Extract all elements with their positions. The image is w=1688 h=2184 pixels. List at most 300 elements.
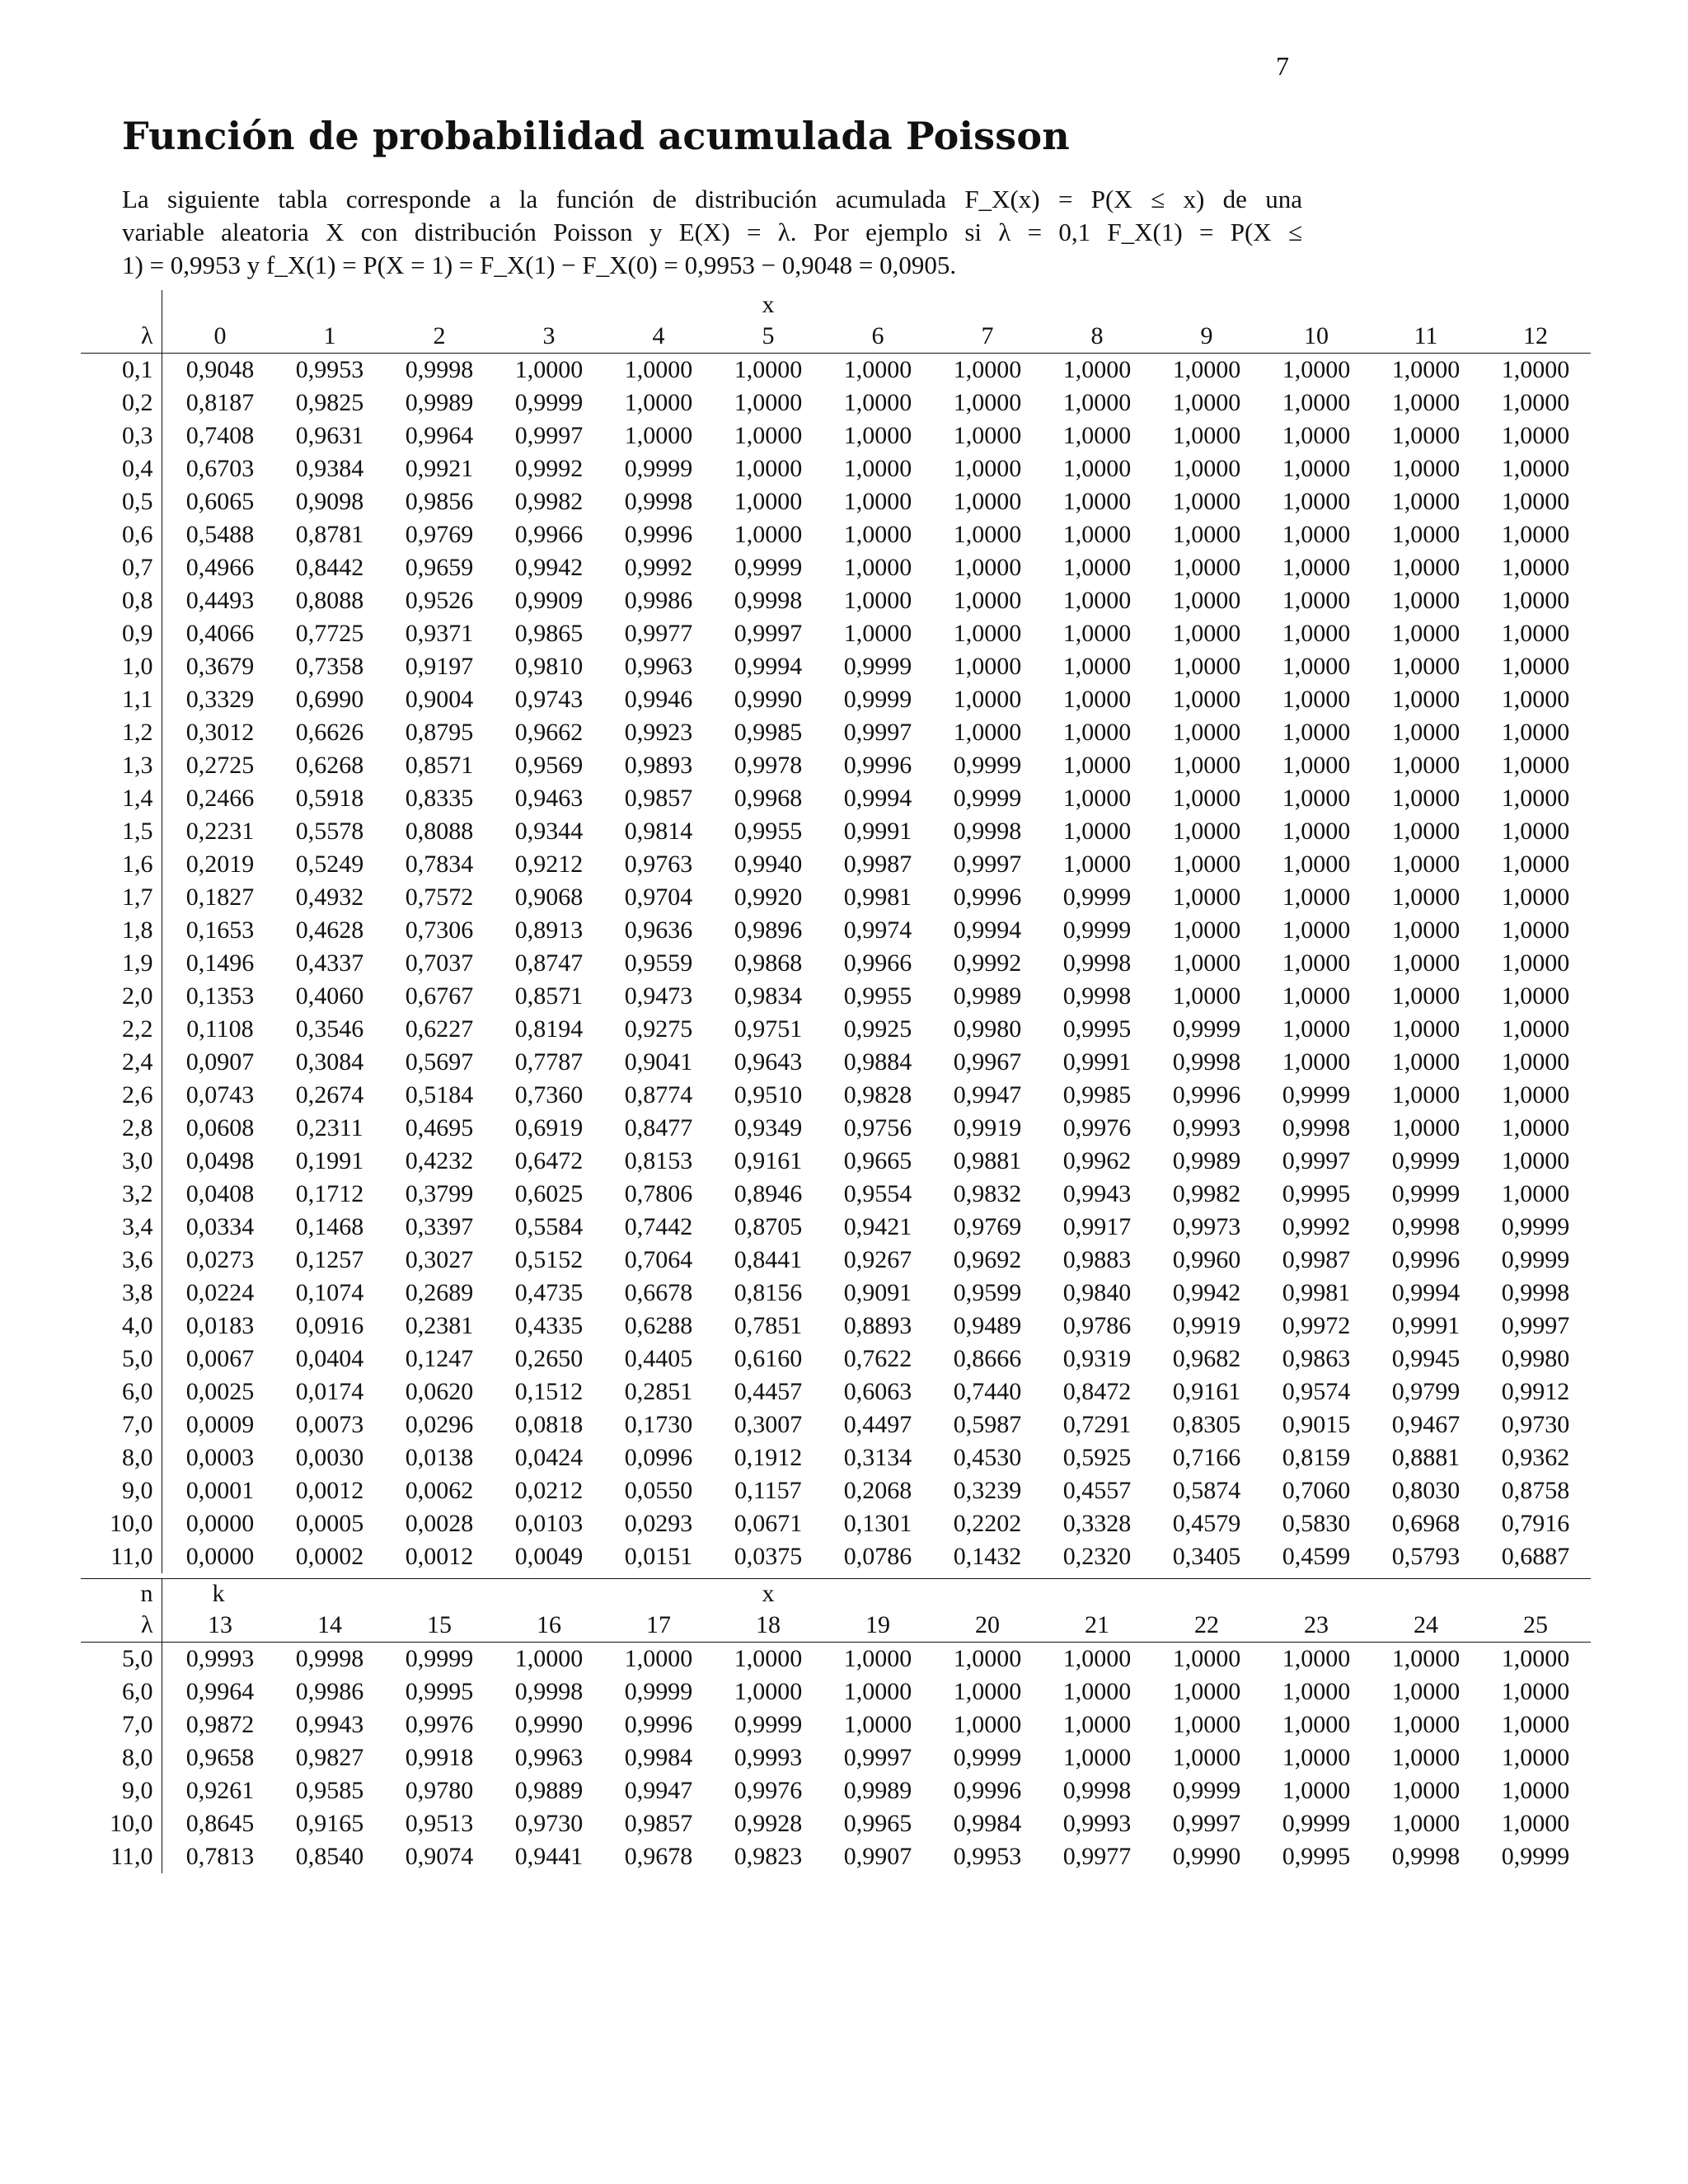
table-cell: 0,9704 [624, 883, 693, 911]
table-cell: 0,7813 [185, 1843, 255, 1870]
table-cell: 0,9004 [405, 686, 474, 713]
table-cell: 1,0000 [624, 356, 693, 383]
lambda-value: 2,2 [81, 1013, 162, 1046]
table-cell: 0,9947 [624, 1777, 693, 1804]
table-cell: 1,0000 [1501, 422, 1570, 449]
table-cell: 0,9659 [405, 554, 474, 581]
table-cell: 1,0000 [953, 455, 1022, 482]
lambda-value: 8,0 [81, 1441, 162, 1474]
table-cell: 1,0000 [1172, 883, 1241, 911]
table-cell: 0,9921 [405, 455, 474, 482]
table-cell: 0,9599 [953, 1279, 1022, 1306]
table-cell: 0,9995 [405, 1678, 474, 1705]
table-cell: 0,9995 [1282, 1180, 1351, 1207]
table-cell: 0,5488 [185, 521, 255, 548]
table-cell: 0,3799 [405, 1180, 474, 1207]
table-cell: 0,9994 [1391, 1279, 1461, 1306]
table-cell: 0,9943 [295, 1711, 364, 1738]
table-cell: 1,0000 [1282, 916, 1351, 944]
table-cell: 0,9973 [1172, 1213, 1241, 1240]
table-cell: 1,0000 [1501, 1711, 1570, 1738]
table-cell: 0,9987 [1282, 1246, 1351, 1273]
table-cell: 0,9928 [734, 1810, 803, 1837]
table-cell: 0,5793 [1391, 1543, 1461, 1570]
table-cell: 0,6025 [514, 1180, 584, 1207]
table-cell: 0,9999 [405, 1645, 474, 1672]
table-cell: 0,4066 [185, 620, 255, 647]
table-cell: 1,0000 [1282, 982, 1351, 1010]
table-cell: 0,0608 [185, 1114, 255, 1141]
table-cell: 1,0000 [1172, 554, 1241, 581]
table-cell: 0,9962 [1062, 1147, 1132, 1174]
table-cell: 0,9999 [734, 1711, 803, 1738]
table-cell: 1,0000 [843, 1711, 912, 1738]
table-cell: 0,9993 [734, 1744, 803, 1771]
table-cell: 0,8571 [514, 982, 584, 1010]
table-row [81, 848, 1591, 881]
table-cell: 0,9161 [734, 1147, 803, 1174]
lambda-value: 9,0 [81, 1774, 162, 1807]
table-cell: 0,6160 [734, 1345, 803, 1372]
table-cell: 1,0000 [953, 356, 1022, 383]
table-cell: 0,9999 [624, 455, 693, 482]
blank-cell [1372, 290, 1481, 320]
table-row [81, 914, 1591, 947]
table-cell: 0,9999 [1062, 916, 1132, 944]
table-cell: 0,7358 [295, 653, 364, 680]
table-cell: 0,8774 [624, 1081, 693, 1108]
table-cell: 0,9920 [734, 883, 803, 911]
table-cell: 0,9574 [1282, 1378, 1351, 1405]
table-cell: 0,9968 [734, 785, 803, 812]
table-cell: 0,9998 [734, 587, 803, 614]
table-cell: 0,0620 [405, 1378, 474, 1405]
table-cell: 0,9856 [405, 488, 474, 515]
table-cell: 1,0000 [1391, 488, 1461, 515]
blank-cell [495, 290, 604, 320]
table-cell: 1,0000 [1501, 389, 1570, 416]
table-cell: 1,0000 [1062, 653, 1132, 680]
table-cell: 0,4232 [405, 1147, 474, 1174]
table-cell: 0,9275 [624, 1015, 693, 1043]
column-header: 7 [933, 320, 1043, 354]
x-label: x [714, 1579, 823, 1610]
table-cell: 0,4060 [295, 982, 364, 1010]
table-cell: 0,9996 [953, 883, 1022, 911]
table-row [81, 1277, 1591, 1310]
table-cell: 0,4695 [405, 1114, 474, 1141]
table-cell: 0,3329 [185, 686, 255, 713]
table-cell: 0,3679 [185, 653, 255, 680]
table-cell: 0,9999 [953, 1744, 1022, 1771]
table-cell: 0,9995 [1062, 1015, 1132, 1043]
table-cell: 0,9907 [843, 1843, 912, 1870]
table-row [81, 387, 1591, 419]
table-cell: 0,1074 [295, 1279, 364, 1306]
table-cell: 0,9997 [1172, 1810, 1241, 1837]
table-cell: 0,0012 [295, 1477, 364, 1504]
blank-cell [1043, 1579, 1152, 1610]
table-cell: 1,0000 [734, 389, 803, 416]
table-cell: 0,6472 [514, 1147, 584, 1174]
column-header: 24 [1372, 1609, 1481, 1643]
table-cell: 0,1301 [843, 1510, 912, 1537]
table-cell: 1,0000 [843, 1645, 912, 1672]
table-cell: 0,3012 [185, 719, 255, 746]
table-row [81, 1774, 1591, 1807]
table-cell: 0,3027 [405, 1246, 474, 1273]
table-cell: 0,0028 [405, 1510, 474, 1537]
table-cell: 1,0000 [1501, 851, 1570, 878]
table-cell: 0,9261 [185, 1777, 255, 1804]
table-cell: 0,8795 [405, 719, 474, 746]
table-cell: 0,9998 [1062, 949, 1132, 977]
table-cell: 0,9955 [843, 982, 912, 1010]
table-cell: 1,0000 [843, 521, 912, 548]
table-cell: 0,0375 [734, 1543, 803, 1570]
table-cell: 0,7442 [624, 1213, 693, 1240]
lambda-value: 1,4 [81, 782, 162, 815]
table-cell: 0,9985 [734, 719, 803, 746]
table-cell: 0,0000 [185, 1543, 255, 1570]
lambda-value: 5,0 [81, 1643, 162, 1676]
table-cell: 1,0000 [734, 521, 803, 548]
intro-line: La siguiente tabla corresponde a la función de distribución acumulada F_X(x) = P(X ≤ x) de una [122, 185, 1302, 213]
table-cell: 1,0000 [1172, 1645, 1241, 1672]
table-cell: 0,9963 [514, 1744, 584, 1771]
table-cell: 0,9993 [185, 1645, 255, 1672]
table-cell: 0,8747 [514, 949, 584, 977]
table-cell: 0,9994 [734, 653, 803, 680]
table-cell: 0,7291 [1062, 1411, 1132, 1438]
table-cell: 1,0000 [1172, 1744, 1241, 1771]
table-cell: 1,0000 [1501, 620, 1570, 647]
table-row [81, 354, 1591, 387]
table-cell: 1,0000 [1282, 818, 1351, 845]
table-cell: 0,0073 [295, 1411, 364, 1438]
table-cell: 0,9743 [514, 686, 584, 713]
table-cell: 1,0000 [1172, 916, 1241, 944]
table-cell: 0,6227 [405, 1015, 474, 1043]
table-cell: 0,6678 [624, 1279, 693, 1306]
lambda-value: 1,3 [81, 749, 162, 782]
table-cell: 0,5987 [953, 1411, 1022, 1438]
table-cell: 1,0000 [1062, 686, 1132, 713]
column-header: 13 [162, 1609, 275, 1643]
lambda-value: 1,2 [81, 716, 162, 749]
table-cell: 0,5918 [295, 785, 364, 812]
table-row [81, 1079, 1591, 1112]
table-cell: 0,4599 [1282, 1543, 1351, 1570]
table-cell: 0,9967 [953, 1048, 1022, 1076]
table-cell: 1,0000 [624, 389, 693, 416]
table-cell: 0,0550 [624, 1477, 693, 1504]
table-cell: 1,0000 [1172, 488, 1241, 515]
table-cell: 0,9513 [405, 1810, 474, 1837]
table-cell: 0,0907 [185, 1048, 255, 1076]
column-header: 17 [604, 1609, 714, 1643]
table-cell: 1,0000 [1501, 356, 1570, 383]
table-row [81, 1474, 1591, 1507]
table-cell: 1,0000 [1282, 1744, 1351, 1771]
table-row [81, 419, 1591, 452]
blank-cell [1481, 1579, 1591, 1610]
table-cell: 1,0000 [1062, 785, 1132, 812]
table-cell: 1,0000 [1501, 818, 1570, 845]
table-cell: 1,0000 [1282, 521, 1351, 548]
table-cell: 1,0000 [1282, 1711, 1351, 1738]
table-cell: 0,8335 [405, 785, 474, 812]
table-cell: 0,8571 [405, 752, 474, 779]
table-cell: 1,0000 [1391, 1015, 1461, 1043]
lambda-value: 10,0 [81, 1807, 162, 1840]
table-cell: 1,0000 [953, 686, 1022, 713]
table-cell: 0,9554 [843, 1180, 912, 1207]
table-cell: 0,7851 [734, 1312, 803, 1339]
table-cell: 0,9631 [295, 422, 364, 449]
table-cell: 0,7060 [1282, 1477, 1351, 1504]
table-cell: 1,0000 [1172, 785, 1241, 812]
table-cell: 0,7440 [953, 1378, 1022, 1405]
table-cell: 1,0000 [953, 554, 1022, 581]
table-cell: 0,9980 [953, 1015, 1022, 1043]
blank-cell [1262, 1579, 1372, 1610]
table-cell: 0,9756 [843, 1114, 912, 1141]
table-cell: 0,9384 [295, 455, 364, 482]
table-cell: 0,8153 [624, 1147, 693, 1174]
table-cell: 0,0103 [514, 1510, 584, 1537]
table-cell: 0,9976 [734, 1777, 803, 1804]
table-cell: 0,4335 [514, 1312, 584, 1339]
table-cell: 0,0049 [514, 1543, 584, 1570]
lambda-value: 11,0 [81, 1840, 162, 1873]
table-cell: 0,1712 [295, 1180, 364, 1207]
table-cell: 0,9441 [514, 1843, 584, 1870]
table-cell: 0,0996 [624, 1444, 693, 1471]
lambda-value: 0,8 [81, 584, 162, 617]
table-cell: 1,0000 [1282, 1048, 1351, 1076]
table-row [81, 980, 1591, 1013]
table-cell: 0,7306 [405, 916, 474, 944]
table-cell: 0,3007 [734, 1411, 803, 1438]
table-cell: 0,8881 [1391, 1444, 1461, 1471]
table-cell: 0,9999 [1172, 1777, 1241, 1804]
table-cell: 1,0000 [734, 488, 803, 515]
table-row [81, 1112, 1591, 1145]
table-cell: 0,9015 [1282, 1411, 1351, 1438]
column-header: 5 [714, 320, 823, 354]
table-cell: 0,9998 [514, 1678, 584, 1705]
table-cell: 0,1991 [295, 1147, 364, 1174]
table-row [81, 1741, 1591, 1774]
table-cell: 1,0000 [1282, 1678, 1351, 1705]
table-cell: 1,0000 [1391, 620, 1461, 647]
table-cell: 0,5697 [405, 1048, 474, 1076]
table-cell: 1,0000 [514, 356, 584, 383]
table-row [81, 1310, 1591, 1343]
table-cell: 0,7622 [843, 1345, 912, 1372]
table-cell: 1,0000 [953, 488, 1022, 515]
table-cell: 1,0000 [1391, 587, 1461, 614]
table-cell: 0,9857 [624, 785, 693, 812]
table-cell: 0,8781 [295, 521, 364, 548]
table-cell: 0,9636 [624, 916, 693, 944]
column-header: 19 [823, 1609, 933, 1643]
table-cell: 1,0000 [1391, 1645, 1461, 1672]
table-cell: 1,0000 [953, 719, 1022, 746]
table-cell: 0,0151 [624, 1543, 693, 1570]
table-cell: 1,0000 [1282, 422, 1351, 449]
table-cell: 0,0174 [295, 1378, 364, 1405]
table-row [81, 584, 1591, 617]
blank-cell [275, 290, 385, 320]
table-cell: 0,9990 [734, 686, 803, 713]
table-cell: 1,0000 [1172, 719, 1241, 746]
table-cell: 0,1108 [186, 1015, 254, 1043]
column-header: 11 [1372, 320, 1481, 354]
table-cell: 0,8030 [1391, 1477, 1461, 1504]
table-cell: 1,0000 [1391, 719, 1461, 746]
table-row [81, 749, 1591, 782]
table-row [81, 815, 1591, 848]
table-cell: 0,9161 [1172, 1378, 1241, 1405]
lambda-header: λ [81, 1609, 162, 1643]
table-cell: 1,0000 [1282, 949, 1351, 977]
table-cell: 0,9098 [295, 488, 364, 515]
table-cell: 0,8156 [734, 1279, 803, 1306]
table-cell: 0,9977 [624, 620, 693, 647]
table-row [81, 1178, 1591, 1211]
table-cell: 0,9998 [405, 356, 474, 383]
lambda-value: 1,8 [81, 914, 162, 947]
table-cell: 0,9917 [1062, 1213, 1132, 1240]
table-cell: 1,0000 [1501, 587, 1570, 614]
blank-cell [162, 290, 275, 320]
table-cell: 0,9998 [1501, 1279, 1570, 1306]
table-cell: 0,9825 [295, 389, 364, 416]
table-cell: 1,0000 [1062, 620, 1132, 647]
table-cell: 0,7037 [405, 949, 474, 977]
table-cell: 0,9976 [405, 1711, 474, 1738]
lambda-value: 3,0 [81, 1145, 162, 1178]
table-cell: 1,0000 [1282, 455, 1351, 482]
table-cell: 1,0000 [1501, 455, 1570, 482]
table-cell: 1,0000 [1282, 554, 1351, 581]
table-cell: 0,6919 [514, 1114, 584, 1141]
table-cell: 1,0000 [1172, 686, 1241, 713]
table-cell: 1,0000 [1062, 752, 1132, 779]
blank-cell [275, 1579, 385, 1610]
table-cell: 0,9999 [843, 653, 912, 680]
table-cell: 0,0916 [295, 1312, 364, 1339]
table-cell: 1,0000 [1501, 1777, 1570, 1804]
table-row [81, 1013, 1591, 1046]
blank-cell [385, 290, 495, 320]
table-cell: 1,0000 [1062, 521, 1132, 548]
table-cell: 0,4628 [295, 916, 364, 944]
table-cell: 1,0000 [1062, 554, 1132, 581]
table-cell: 0,1912 [734, 1444, 803, 1471]
table-row [81, 782, 1591, 815]
x-header-row [81, 290, 1591, 320]
table-cell: 1,0000 [1501, 521, 1570, 548]
table-cell: 0,2068 [843, 1477, 912, 1504]
table-cell: 1,0000 [1501, 1081, 1570, 1108]
table-row [81, 683, 1591, 716]
blank-cell [933, 290, 1043, 320]
table-cell: 1,0000 [1062, 719, 1132, 746]
table-cell: 0,9990 [514, 1711, 584, 1738]
table-cell: 1,0000 [1062, 1711, 1132, 1738]
table-cell: 1,0000 [1391, 785, 1461, 812]
lambda-value: 0,2 [81, 387, 162, 419]
table-cell: 1,0000 [1282, 620, 1351, 647]
table-cell: 0,9074 [405, 1843, 474, 1870]
table-cell: 1,0000 [1062, 587, 1132, 614]
table-cell: 0,9999 [1501, 1246, 1570, 1273]
table-cell: 0,9982 [514, 488, 584, 515]
table-cell: 1,0000 [1172, 455, 1241, 482]
table-cell: 0,1730 [624, 1411, 693, 1438]
table-cell: 1,0000 [1391, 356, 1461, 383]
table-cell: 0,9996 [843, 752, 912, 779]
table-row [81, 1046, 1591, 1079]
table-cell: 0,6065 [185, 488, 255, 515]
table-cell: 0,9981 [1282, 1279, 1351, 1306]
table-cell: 0,9918 [405, 1744, 474, 1771]
table-cell: 1,0000 [1282, 1777, 1351, 1804]
table-cell: 1,0000 [1501, 686, 1570, 713]
table-row [81, 1708, 1591, 1741]
table-row [81, 1343, 1591, 1376]
lambda-value: 9,0 [81, 1474, 162, 1507]
table-cell: 0,9473 [624, 982, 693, 1010]
table-cell: 0,9999 [953, 785, 1022, 812]
lambda-value: 2,6 [81, 1079, 162, 1112]
table-cell: 1,0000 [1391, 1081, 1461, 1108]
table-cell: 0,8666 [953, 1345, 1022, 1372]
table-cell: 0,9997 [1501, 1312, 1570, 1339]
table-cell: 1,0000 [953, 653, 1022, 680]
table-cell: 0,9919 [1172, 1312, 1241, 1339]
table-cell: 0,9692 [953, 1246, 1022, 1273]
table-cell: 0,8893 [843, 1312, 912, 1339]
table-cell: 0,6968 [1391, 1510, 1461, 1537]
table-cell: 1,0000 [953, 1678, 1022, 1705]
x-header-row [81, 1579, 1591, 1610]
table-cell: 0,7834 [405, 851, 474, 878]
table-cell: 0,7572 [405, 883, 474, 911]
table-row [81, 518, 1591, 551]
table-cell: 0,9827 [295, 1744, 364, 1771]
table-cell: 0,8645 [185, 1810, 255, 1837]
table-cell: 0,9946 [624, 686, 693, 713]
table-cell: 1,0000 [1501, 916, 1570, 944]
table-cell: 1,0000 [1501, 982, 1570, 1010]
column-header: 16 [495, 1609, 604, 1643]
table-cell: 0,9569 [514, 752, 584, 779]
table-cell: 0,5249 [295, 851, 364, 878]
table-cell: 1,0000 [1391, 1711, 1461, 1738]
table-cell: 0,9942 [514, 554, 584, 581]
table-cell: 0,0293 [624, 1510, 693, 1537]
blank-cell [1262, 290, 1372, 320]
table-cell: 0,9925 [843, 1015, 912, 1043]
table-cell: 0,9872 [185, 1711, 255, 1738]
page-title: Función de probabilidad acumulada Poisson [122, 114, 1070, 158]
table-cell: 1,0000 [1391, 1777, 1461, 1804]
lambda-value: 0,3 [81, 419, 162, 452]
